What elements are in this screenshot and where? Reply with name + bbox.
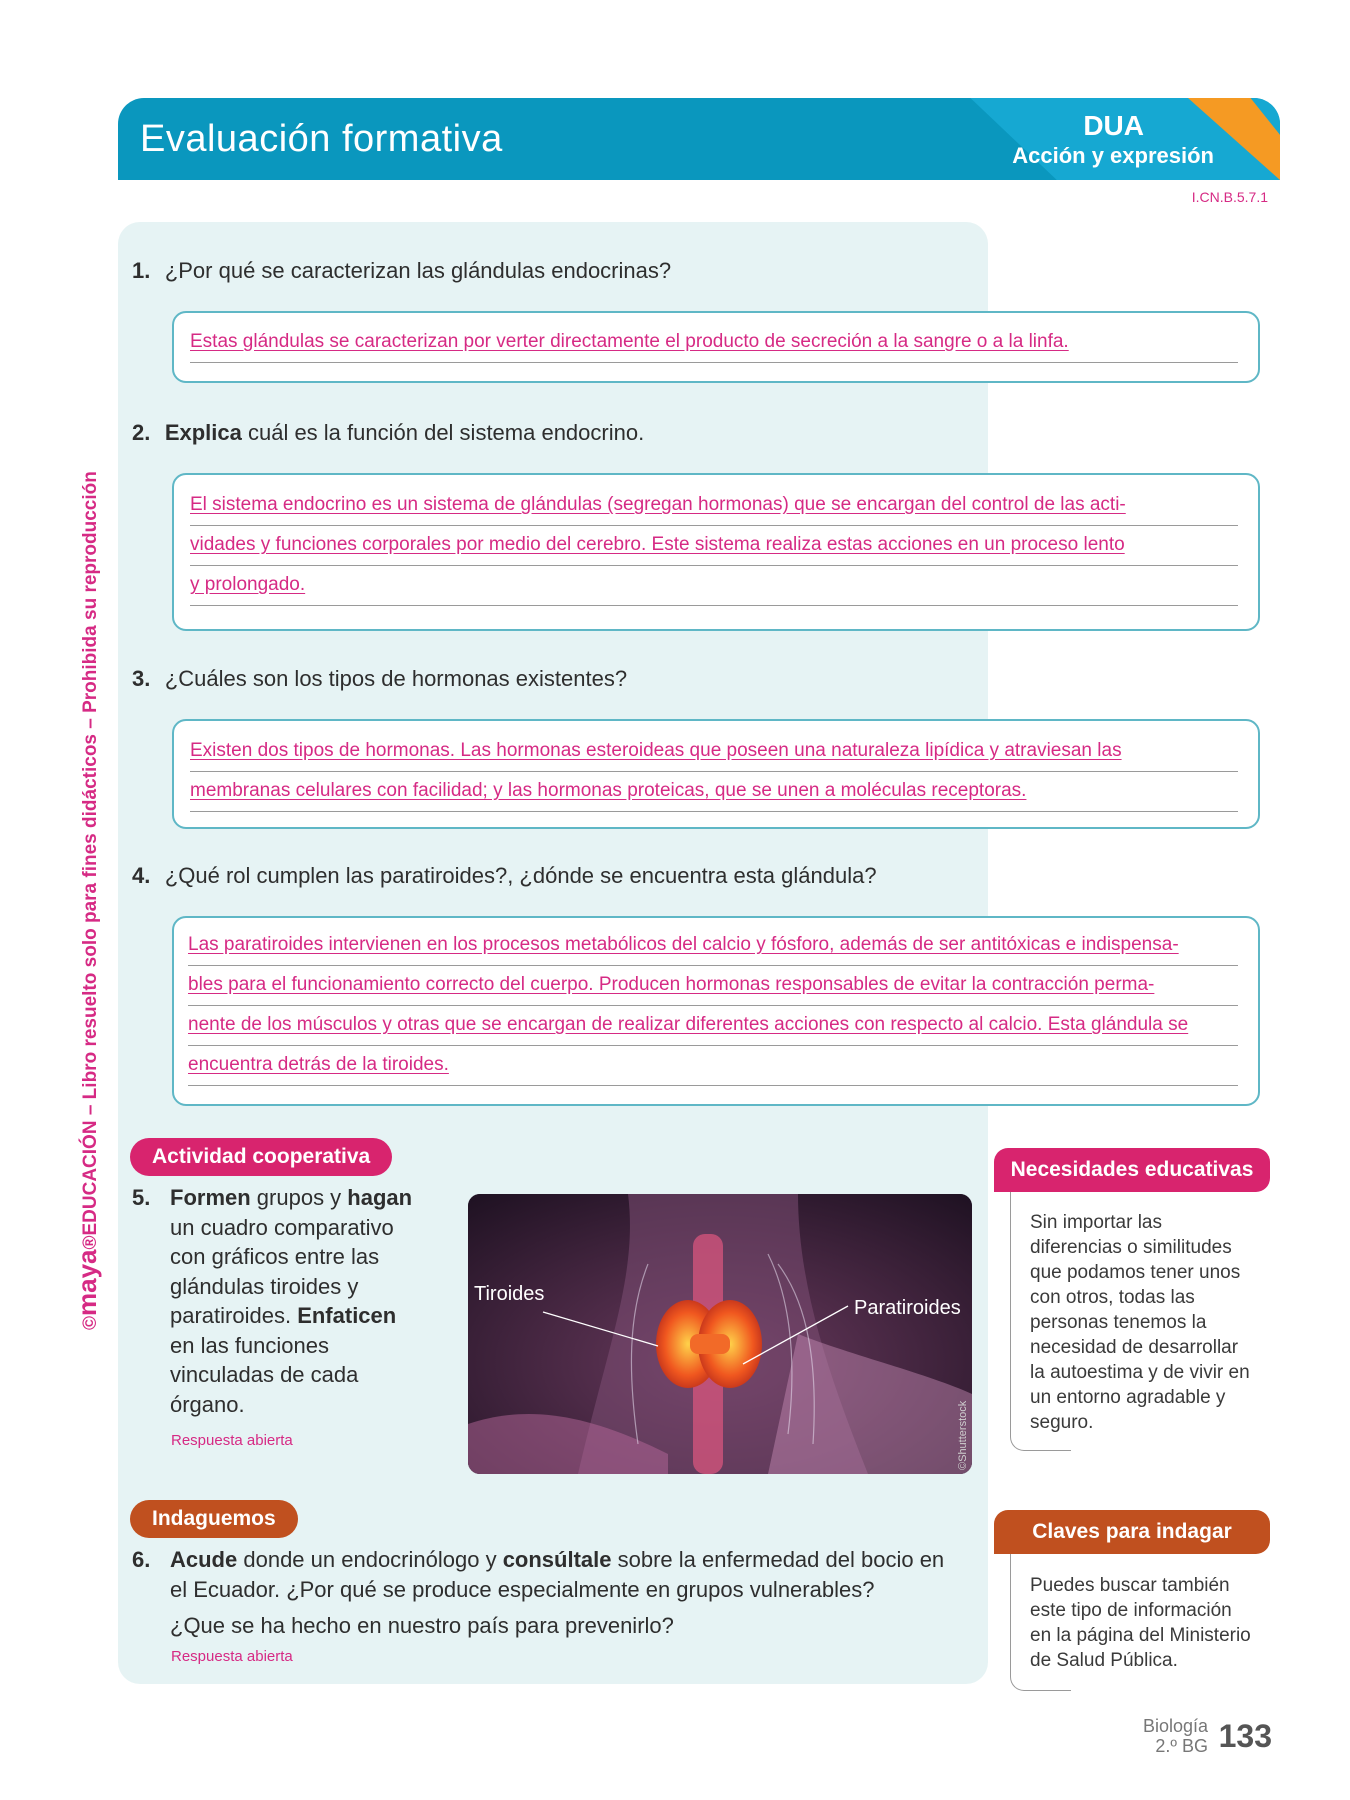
thyroid-illustration	[468, 1194, 972, 1474]
question-6	[132, 1547, 150, 1573]
indaguemos-badge: Indaguemos	[130, 1500, 298, 1538]
thyroid-illustration-svg	[468, 1194, 972, 1474]
answer-box-4[interactable]	[172, 916, 1260, 1106]
answer-line: bles para el funcionamiento correcto del cuerpo. Producen hormonas responsables de evitar la contracción perma-	[188, 965, 1238, 1006]
footer-grade: 2.º BG	[1155, 1736, 1208, 1756]
image-credit: ©Shutterstock	[957, 1400, 969, 1470]
label-tiroides: Tiroides	[474, 1283, 545, 1305]
question-text: ¿Por qué se caracterizan las glándulas endocrinas?	[164, 258, 672, 283]
page-number: 133	[1218, 1718, 1272, 1754]
question-4	[132, 863, 877, 889]
question-text: cuál es la función del sistema endocrino.	[241, 420, 645, 445]
question-text: ¿Cuáles son los tipos de hormonas existentes?	[164, 666, 628, 691]
criterion-code: I.CN.B.5.7.1	[1191, 189, 1268, 205]
question-line: un cuadro comparativo	[170, 1214, 394, 1240]
question-6-text	[170, 1545, 990, 1641]
question-line: glándulas tiroides y	[170, 1273, 359, 1299]
answer-line: encuentra detrás de la tiroides.	[188, 1045, 1238, 1086]
question-1	[132, 258, 671, 284]
answer-line: vidades y funciones corporales por medio del cerebro. Este sistema realiza estas acciones en un proceso lento	[190, 525, 1238, 566]
open-answer-note: Respuesta abierta	[171, 1432, 293, 1449]
question-line: el Ecuador. ¿Por qué se produce especialmente en grupos vulnerables?	[170, 1577, 875, 1602]
question-line: ¿Que se ha hecho en nuestro país para prevenirlo?	[170, 1613, 674, 1638]
question-number: 2.	[132, 420, 151, 445]
necesidades-text: Sin importar las diferencias o similitudes que podamos tener unos con otros, todas las personas tenemos la necesidad de desarrollar la autoestima y de vivir en un entorno agradable y seguro.	[1030, 1212, 1250, 1433]
question-line: Acude donde un endocrinólogo y consúltale sobre la enfermedad del bocio en	[170, 1547, 945, 1572]
open-answer-note: Respuesta abierta	[171, 1648, 293, 1665]
section-header	[118, 98, 1280, 180]
question-3	[132, 666, 627, 692]
answer-box-1[interactable]	[172, 311, 1260, 383]
answer-line: Estas glándulas se caracterizan por verter directamente el producto de secreción a la sangre o a la linfa.	[190, 322, 1238, 363]
necesidades-title: Necesidades educativas	[994, 1148, 1270, 1192]
dua-title: DUA	[1083, 110, 1144, 141]
question-number: 5.	[132, 1185, 151, 1210]
claves-title: Claves para indagar	[994, 1510, 1270, 1554]
question-2	[132, 420, 644, 446]
answer-box-2[interactable]	[172, 473, 1260, 631]
claves-text: Puedes buscar también este tipo de información en la página del Ministerio de Salud Pública.	[1030, 1575, 1251, 1671]
question-line: en las funciones	[170, 1332, 329, 1358]
question-5-text	[170, 1183, 460, 1419]
dua-subtitle: Acción y expresión	[1012, 143, 1214, 168]
cooperative-badge: Actividad cooperativa	[130, 1138, 392, 1176]
answer-line: membranas celulares con facilidad; y las hormonas proteicas, que se unen a moléculas receptoras.	[190, 771, 1238, 812]
question-number: 3.	[132, 666, 151, 691]
question-line: vinculadas de cada	[170, 1362, 359, 1387]
answer-line: Las paratiroides intervienen en los procesos metabólicos del calcio y fósforo, además de ser antitóxicas e indispensa-	[188, 925, 1238, 966]
question-line: paratiroides. Enfaticen	[170, 1303, 397, 1328]
question-number: 6.	[132, 1547, 151, 1572]
label-paratiroides: Paratiroides	[854, 1297, 961, 1319]
question-verb: Explica	[164, 420, 242, 445]
answer-line: y prolongado.	[190, 565, 1238, 606]
copyright-notice: ©maya®EDUCACIÓN – Libro resuelto solo para fines didácticos – Prohibida su reproducción	[72, 471, 102, 1330]
question-number: 4.	[132, 863, 151, 888]
question-line: órgano.	[170, 1391, 245, 1417]
page-title: Evaluación formativa	[140, 118, 503, 160]
answer-box-3[interactable]	[172, 719, 1260, 829]
answer-line: nente de los músculos y otras que se encargan de realizar diferentes acciones con respecto al calcio. Esta glándula se	[188, 1005, 1238, 1046]
footer-subject: Biología	[1142, 1716, 1208, 1736]
question-5	[132, 1185, 150, 1211]
answer-line: El sistema endocrino es un sistema de glándulas (segregan hormonas) que se encargan del control de las acti-	[190, 485, 1238, 526]
question-line: con gráficos entre las	[170, 1244, 380, 1269]
question-line: Formen grupos y hagan	[170, 1185, 413, 1210]
question-text: ¿Qué rol cumplen las paratiroides?, ¿dónde se encuentra esta glándula?	[164, 863, 877, 888]
question-number: 1.	[132, 258, 151, 283]
answer-line: Existen dos tipos de hormonas. Las hormonas esteroideas que poseen una naturaleza lipídica y atraviesan las	[190, 731, 1238, 772]
maya-logo: maya	[72, 1249, 102, 1316]
